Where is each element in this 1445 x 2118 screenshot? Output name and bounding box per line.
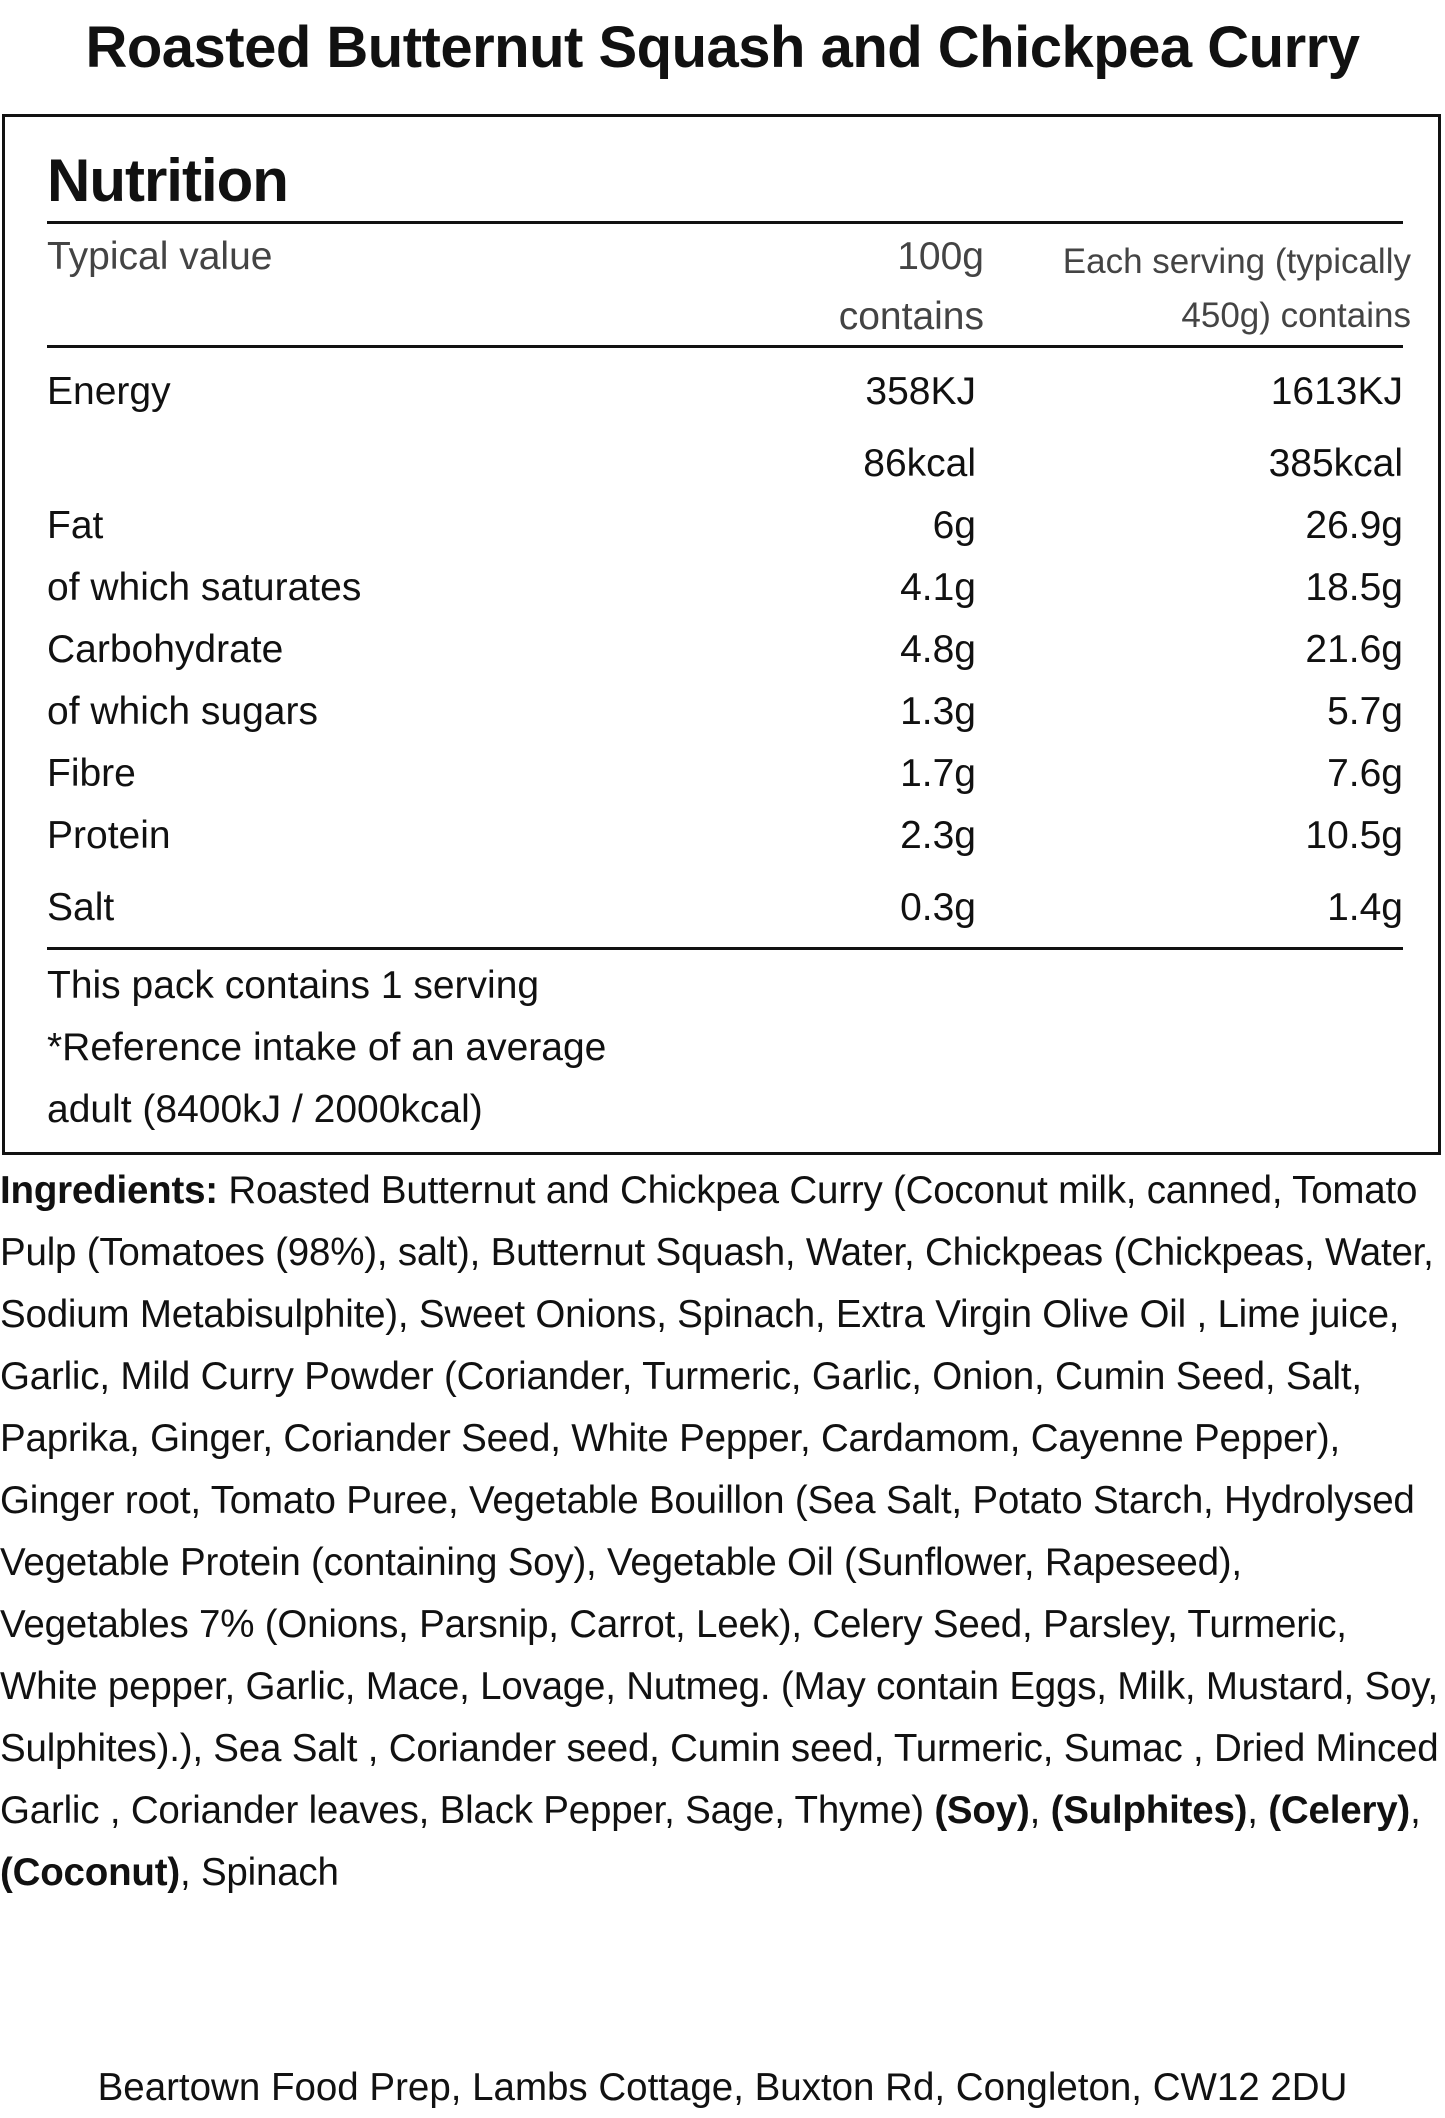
divider-header [47, 345, 1403, 348]
row-label: of which sugars [47, 690, 318, 733]
header-per100-line2: contains [838, 295, 984, 338]
row-per100: 6g [932, 504, 976, 547]
allergen-soy: (Soy) [934, 1789, 1030, 1832]
allergen-separator: , [179, 1851, 201, 1894]
producer-address: Beartown Food Prep, Lambs Cottage, Buxton Rd, Congleton, CW12 2DU [97, 2066, 1348, 2109]
nutrition-footnote [47, 955, 606, 1141]
allergen-sulphites: (Sulphites) [1050, 1789, 1248, 1832]
header-per100-line1: 100g [897, 235, 984, 278]
row-label: Energy [47, 370, 171, 413]
row-serving: 385kcal [1268, 442, 1403, 485]
row-label: Fibre [47, 752, 136, 795]
row-serving: 1.4g [1327, 886, 1403, 929]
ingredients-text [0, 1160, 1440, 1904]
row-label: Carbohydrate [47, 628, 284, 671]
nutrition-row-fibre [47, 743, 1403, 805]
nutrition-row-protein [47, 805, 1403, 867]
row-label: Protein [47, 814, 171, 857]
header-serving-line1: Each serving (typically [1062, 242, 1411, 281]
row-label: Salt [47, 886, 115, 929]
row-serving: 18.5g [1305, 566, 1403, 609]
row-per100: 1.3g [900, 690, 976, 733]
row-serving: 21.6g [1305, 628, 1403, 671]
row-per100: 0.3g [900, 886, 976, 929]
allergen-separator: , [1410, 1789, 1421, 1832]
divider-top [47, 221, 1403, 224]
row-per100: 86kcal [863, 442, 976, 485]
row-per100: 4.8g [900, 628, 976, 671]
ingredients-body: Roasted Butternut and Chickpea Curry (Coconut milk, canned, Tomato Pulp (Tomatoes (98%), salt), Butternut Squash, Water, Chickpeas (Chickpeas, Water, Sodium Metabisulphite), Sweet Onions, Spinach, Extra Virgin Olive Oil , Lime juice, Garlic, Mild Curry Powder (Coriander, Turmeric, Garlic, Onion, Cumin Seed, Salt, Paprika, Ginger, Coriander Seed, White Pepper, Cardamom, Cayenne Pepper), Ginger root, Tomato Puree, Vegetable Bouillon (Sea Salt, Potato Starch, Hydrolysed Vegetable Protein (containing Soy), Vegetable Oil (Sunflower, Rapeseed), Vegetables 7% (Onions, Parsnip, Carrot, Leek), Celery Seed, Parsley, Turmeric, White pepper, Garlic, Mace, Lovage, Nutmeg. (May contain Eggs, Milk, Mustard, Soy, Sulphites).), Sea Salt , Coriander seed, Cumin seed, Turmeric, Sumac , Dried Minced Garlic , Coriander leaves, Black Pepper, Sage, Thyme) [0, 1169, 1439, 1832]
allergen-celery: (Celery) [1268, 1789, 1411, 1832]
nutrition-row-sugars [47, 681, 1403, 743]
reference-intake-note-cont: adult (8400kJ / 2000kcal) [47, 1088, 483, 1131]
row-per100: 1.7g [900, 752, 976, 795]
row-serving: 5.7g [1327, 690, 1403, 733]
product-title: Roasted Butternut Squash and Chickpea Curry [85, 15, 1360, 80]
ingredients-label: Ingredients: [0, 1169, 218, 1212]
nutrition-row-fat [47, 495, 1403, 557]
nutrition-row-carbohydrate [47, 619, 1403, 681]
servings-note: This pack contains 1 serving [47, 964, 540, 1007]
ingredients-tail: Spinach [200, 1851, 339, 1894]
nutrition-panel [2, 114, 1441, 1155]
allergen-coconut: (Coconut) [0, 1851, 180, 1894]
row-serving: 26.9g [1305, 504, 1403, 547]
divider-bottom [47, 947, 1403, 950]
row-per100: 2.3g [900, 814, 976, 857]
nutrition-row-energy-kcal [47, 433, 1403, 495]
row-serving: 10.5g [1305, 814, 1403, 857]
allergen-separator: , [1247, 1789, 1269, 1832]
reference-intake-note: *Reference intake of an average [47, 1026, 607, 1069]
allergen-separator: , [1029, 1789, 1051, 1832]
header-serving-line2: 450g) contains [1181, 296, 1411, 335]
row-serving: 7.6g [1327, 752, 1403, 795]
row-label: Fat [47, 504, 104, 547]
nutrition-row-salt [47, 877, 1403, 939]
header-typical-value: Typical value [47, 235, 273, 278]
row-per100: 4.1g [900, 566, 976, 609]
row-label: of which saturates [47, 566, 362, 609]
nutrition-row-saturates [47, 557, 1403, 619]
nutrition-heading: Nutrition [47, 147, 288, 214]
nutrition-row-energy-kj [47, 361, 1403, 423]
row-serving: 1613KJ [1270, 370, 1403, 413]
row-per100: 358KJ [865, 370, 976, 413]
